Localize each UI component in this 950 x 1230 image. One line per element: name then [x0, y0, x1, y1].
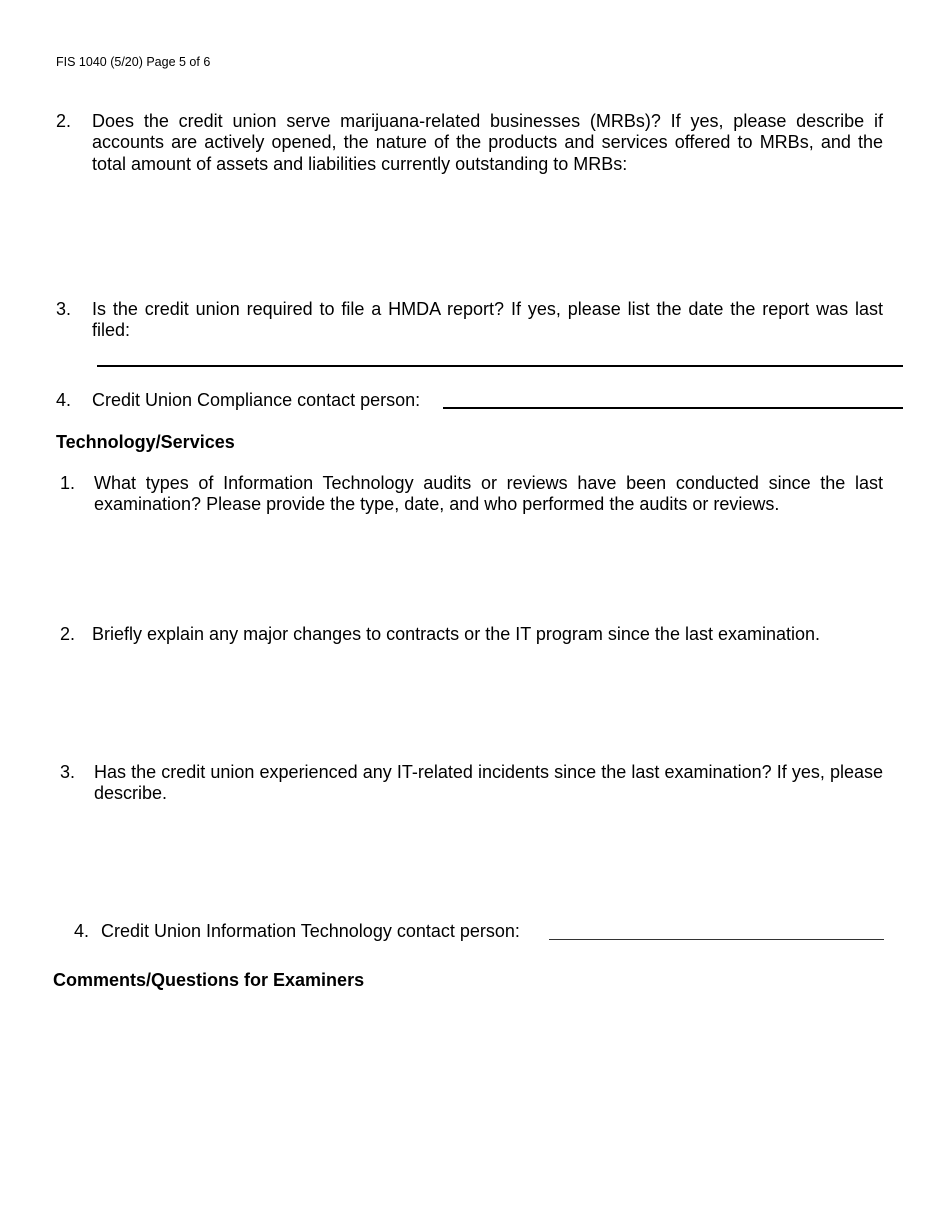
question-number: 3. [60, 762, 76, 782]
section-heading-technology: Technology/Services [56, 432, 235, 452]
question-number: 2. [60, 624, 76, 644]
question-mrb-text: Does the credit union serve marijuana-related businesses (MRBs)? If yes, please describe if accounts are actively opened, the nature of the products and services offered to MRBs, and the total amount of assets and liabilities currently outstanding to MRBs: [92, 111, 883, 174]
hmda-date-answer-line[interactable] [97, 365, 903, 367]
it-contact-answer-line[interactable] [549, 939, 884, 940]
question-it-changes-text: Briefly explain any major changes to contracts or the IT program since the last examination. [92, 624, 821, 644]
compliance-contact-label: Credit Union Compliance contact person: [92, 390, 421, 410]
question-it-audits-text: What types of Information Technology audits or reviews have been conducted since the last examination? Please provide the type, date, and who performed the audits or reviews. [94, 473, 883, 515]
question-hmda-text: Is the credit union required to file a HMDA report? If yes, please list the date the report was last filed: [92, 299, 883, 341]
question-it-incidents-text: Has the credit union experienced any IT-related incidents since the last examination? If yes, please describe. [94, 762, 883, 804]
section-heading-comments: Comments/Questions for Examiners [53, 970, 365, 990]
question-number: 1. [60, 473, 76, 493]
it-contact-label: Credit Union Information Technology contact person: [101, 921, 520, 941]
question-number: 4. [74, 921, 90, 941]
question-number: 2. [56, 111, 72, 131]
form-identifier: FIS 1040 (5/20) Page 5 of 6 [56, 55, 211, 69]
question-number: 4. [56, 390, 72, 410]
question-number: 3. [56, 299, 72, 319]
compliance-contact-answer-line[interactable] [443, 407, 903, 409]
